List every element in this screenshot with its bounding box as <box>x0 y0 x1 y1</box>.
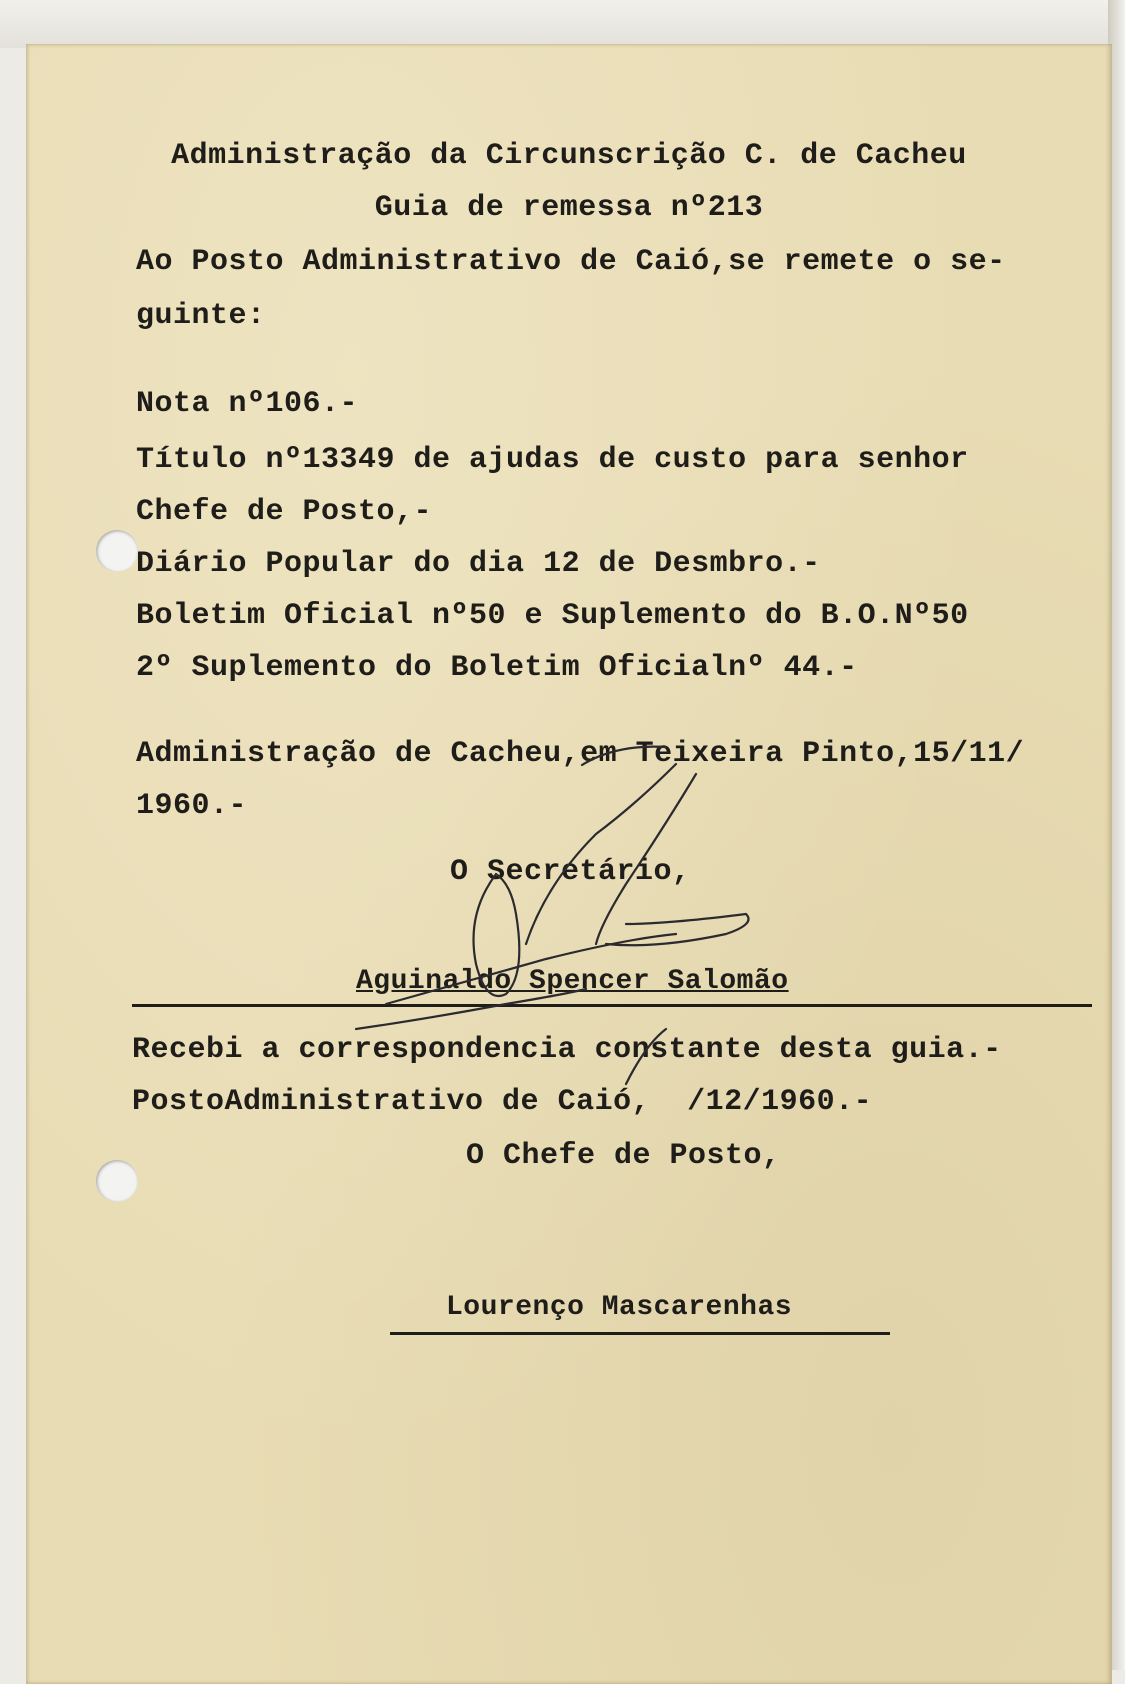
chief-signature-line <box>390 1332 890 1335</box>
receipt-line-1: Recebi a correspondencia constante desta guia.- <box>132 1033 1002 1067</box>
punch-hole-bottom <box>96 1160 138 1202</box>
item-diario-popular: Diário Popular do dia 12 de Desmbro.- <box>136 547 821 581</box>
separator-rule <box>132 1004 1092 1007</box>
secretary-name: Aguinaldo Spencer Salomão <box>356 966 789 997</box>
secretary-title: O Secretário, <box>450 855 691 889</box>
document-page <box>26 44 1112 1684</box>
scanner-background-top <box>0 0 1125 48</box>
intro-line-2: guinte: <box>136 299 266 333</box>
intro-line-1: Ao Posto Administrativo de Caió,se remete o se- <box>136 245 1006 279</box>
chief-title: O Chefe de Posto, <box>466 1139 781 1173</box>
chief-name: Lourenço Mascarenhas <box>446 1292 793 1323</box>
item-titulo-continued: Chefe de Posto,- <box>136 495 433 529</box>
place-date-line-2: 1960.- <box>136 789 248 823</box>
receipt-line-2: PostoAdministrativo de Caió, /12/1960.- <box>132 1085 873 1119</box>
item-titulo: Título nº13349 de ajudas de custo para senhor <box>136 443 969 477</box>
item-boletim-oficial: Boletim Oficial nº50 e Suplemento do B.O.Nº50 <box>136 599 969 633</box>
header-guide-number: Guia de remessa nº213 <box>374 191 764 225</box>
place-date-line-1: Administração de Cacheu,em Teixeira Pinto,15/11/ <box>136 737 1025 771</box>
item-segundo-suplemento: 2º Suplemento do Boletim Oficialnº 44.- <box>136 651 858 685</box>
item-nota: Nota nº106.- <box>136 387 359 421</box>
header-administration: Administração da Circunscrição C. de Cacheu <box>171 139 967 173</box>
punch-hole-top <box>96 530 138 572</box>
